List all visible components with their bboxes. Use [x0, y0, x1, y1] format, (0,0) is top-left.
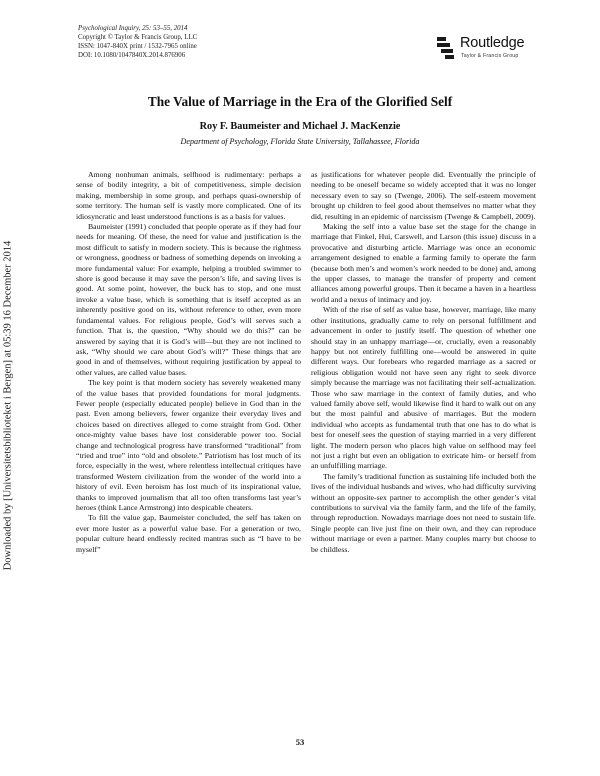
article-title: The Value of Marriage in the Era of the Glorified Self [147, 94, 453, 109]
paragraph: Baumeister (1991) concluded that people operate as if they had four needs for meaning. Of these, the need for value and justification is the most difficult to satisfy in modern society. This is because the rightness or wrongness, goodness or badness of something depends on invoking a more fundamental value: For example, helping a troubled swimmer to shore is good because it may save the person’s life, and saving lives is good. At some point, however, the buck has to stop, and one must invoke a value base, which is something that is itself accepted as an inherently positive good on its, without reference to other, even more fundamental values. For religious people, God’s will serves such a function. That is, the question, “Why should we do this?” can be answered by saying that it is God’s will—but they are not inclined to ask, “Why should we care about God’s will?” These things that are good in and of themselves, without requiring justification by appeal to other values, are called value bases. [76, 222, 301, 377]
paragraph: The family’s traditional function as sustaining life included both the lives of the individual husbands and wives, who had difficulty surviving without an opposite-sex partner to accomplish the other gender’s vital contributions to survival via the family farm, and the life of the family, through reproduction. Nowadays marriage does not need to sustain life. Single people can live just fine on their own, and they can reproduce without marriage or even a partner. Many couples marry but choose to be childless. [311, 471, 536, 554]
paragraph: To fill the value gap, Baumeister concluded, the self has taken on ever more luster as a powerful value base. For a generation or two, popular culture heard endlessly recited mantras such as “I have to be myself” [76, 513, 301, 554]
doi-line: DOI: 10.1080/1047840X.2014.876906 [78, 51, 186, 59]
page-number: 53 [295, 737, 305, 747]
article-authors: Roy F. Baumeister and Michael J. MacKenzie [199, 121, 401, 132]
paragraph: With of the rise of self as value base, however, marriage, like many other institutions, gradually came to rely on personal fulfillment and advancement in order to justify itself. The question of whether one should stay in an unhappy marriage—or, crucially, even a reasonably happy but not entirely fulfilling one—would be answered in quite different ways. Our forebears who regarded marriage as a sacred or religious obligation would not have seen any right to seek divorce simply because the marriage was not facilitating their self-actualization. Those who saw marriage in the context of family duties, and who valued family above self, would likewise find it hard to walk out on any but the most painful and abusive of marriages. But the modern individual who accepts as fundamental truth that one has to do what is best for oneself sees the question of staying married in a very different light. The modern person who places high value on selfhood may feel not just a right but even an obligation to extricate him- or herself from an unfulfilling marriage. [311, 305, 536, 471]
author-affiliation: Department of Psychology, Florida State University, Tallahassee, Florida [180, 137, 420, 146]
journal-metadata [78, 25, 338, 61]
right-column [311, 170, 536, 555]
paragraph: The key point is that modern society has severely weakened many of the value bases that provided foundations for moral judgments. Fewer people (especially educated people) believe in God than in the past. Even among believers, fewer organize their everyday lives and choices based on directives alleged to come straight from God. Other once-mighty value bases have lost considerable power too. Social change and technological progress have transformed “traditional” from “tried and true” into “old and obsolete.” Patriotism has lost much of its force, especially in the west, where relentless intellectual critiques have transformed Western civilization from the wonder of the world into a history of evil. Even heroism has lost much of its inspirational value, thanks to improved journalism that all too often transforms last year’s heroes (think Lance Armstrong) into despicable cheaters. [76, 378, 301, 512]
journal-citation: Psychological Inquiry, 25: 53–55, 2014 [78, 25, 188, 32]
paragraph: Making the self into a value base set the stage for the change in marriage that Finkel, Hui, Carswell, and Larson (this issue) discuss in a provocative and disturbing article. Marriage was once an economic arrangement designed to enable a farming family to operate the farm (because both men’s and women’s work needed to be done) and, among the upper classes, to manage the transfer of property and cement alliances among powerful groups. Then it became a haven in a heartless world and a nexus of intimacy and joy. [311, 222, 536, 304]
publisher-logo [436, 34, 566, 66]
copyright-line: Copyright © Taylor & Francis Group, LLC [78, 33, 198, 41]
download-watermark [0, 170, 16, 640]
paragraph: Among nonhuman animals, selfhood is rudimentary: perhaps a sense of bodily integrity, a bit of competitiveness, simple decision making, membership in some group, and perhaps quasi-ownership of some territory. The human self is vastly more complicated. One of its idiosyncratic and least understood functions is as a basis for values. [76, 170, 301, 221]
issn-line: ISSN: 1047-840X print / 1532-7965 online [78, 42, 197, 50]
paragraph: as justifications for whatever people did. Eventually the principle of needing to be oneself became so widely accepted that it was no longer necessary even to say so (Twenge, 2006). The self-esteem movement brought up children to feel good about themselves no matter what they did, resulting in an epidemic of narcissism (Twenge & Campbell, 2009). [311, 170, 536, 221]
download-watermark-text: Downloaded by [Universitetsbiblioteket i Bergen] at 05:39 16 December 2014 [2, 240, 14, 570]
publisher-name: Routledge [460, 35, 525, 51]
routledge-logo-icon [436, 36, 456, 60]
publisher-subtitle: Taylor & Francis Group [461, 53, 519, 59]
left-column [76, 170, 301, 555]
